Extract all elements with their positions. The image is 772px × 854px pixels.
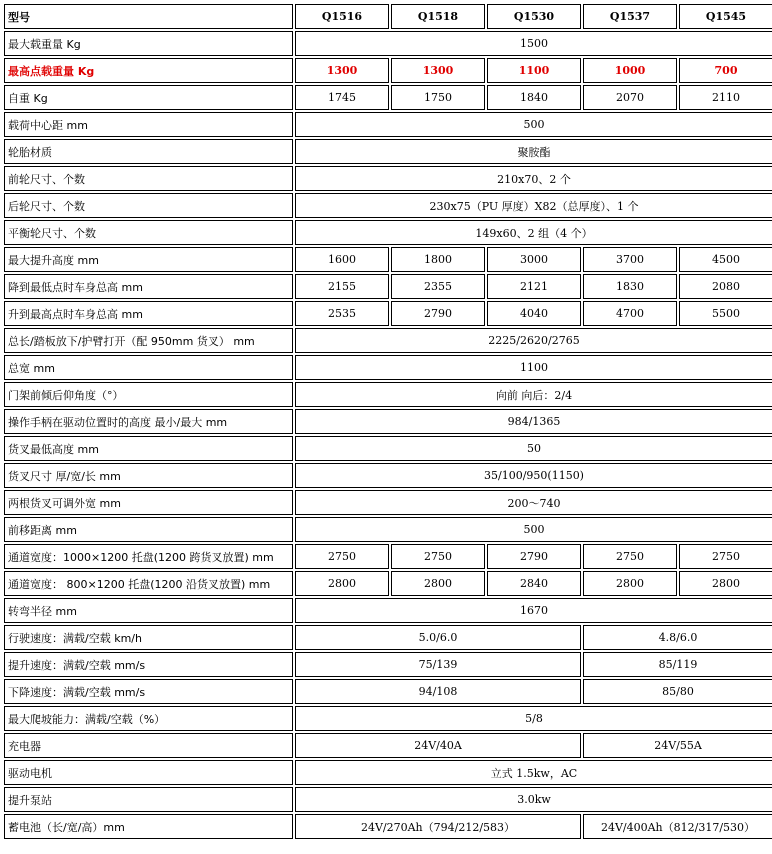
spec-row — [4, 490, 772, 515]
spec-value: 5/8 — [295, 706, 772, 731]
spec-row — [4, 166, 772, 191]
spec-value: 1100 — [487, 58, 581, 83]
spec-value: 500 — [295, 112, 772, 137]
spec-row — [4, 436, 772, 461]
spec-row — [4, 301, 772, 326]
model-header: Q1545 — [679, 4, 772, 29]
spec-label: 两根货叉可调外宽 mm — [4, 490, 293, 515]
spec-value: 1300 — [295, 58, 389, 83]
spec-value: 85/119 — [583, 652, 772, 677]
spec-value: 24V/400Ah（812/317/530） — [583, 814, 772, 839]
spec-value: 1100 — [295, 355, 772, 380]
spec-row — [4, 625, 772, 650]
spec-label: 通道宽度： 800×1200 托盘(1200 沿货叉放置) mm — [4, 571, 293, 596]
spec-value: 4700 — [583, 301, 677, 326]
spec-value: 聚胺酯 — [295, 139, 772, 164]
spec-row — [4, 58, 772, 83]
model-header: Q1516 — [295, 4, 389, 29]
spec-row — [4, 328, 772, 353]
spec-value: 984/1365 — [295, 409, 772, 434]
spec-row — [4, 706, 772, 731]
spec-value: 2790 — [391, 301, 485, 326]
spec-value: 1600 — [295, 247, 389, 272]
spec-value: 94/108 — [295, 679, 581, 704]
spec-label: 蓄电池（长/宽/高）mm — [4, 814, 293, 839]
spec-row — [4, 517, 772, 542]
spec-value: 2790 — [487, 544, 581, 569]
spec-value: 3.0kw — [295, 787, 772, 812]
spec-value: 5.0/6.0 — [295, 625, 581, 650]
spec-row — [4, 409, 772, 434]
spec-value: 2080 — [679, 274, 772, 299]
spec-label: 通道宽度：1000×1200 托盘(1200 跨货叉放置) mm — [4, 544, 293, 569]
spec-label: 充电器 — [4, 733, 293, 758]
model-header: Q1518 — [391, 4, 485, 29]
spec-value: 200～740 — [295, 490, 772, 515]
spec-label: 驱动电机 — [4, 760, 293, 785]
spec-value: 2750 — [391, 544, 485, 569]
spec-row — [4, 85, 772, 110]
spec-row — [4, 571, 772, 596]
spec-table-body — [4, 4, 772, 839]
spec-value: 2750 — [583, 544, 677, 569]
spec-label: 总宽 mm — [4, 355, 293, 380]
spec-value: 1500 — [295, 31, 772, 56]
spec-value: 149x60、2 组（4 个） — [295, 220, 772, 245]
spec-label: 转弯半径 mm — [4, 598, 293, 623]
spec-row — [4, 652, 772, 677]
spec-row — [4, 733, 772, 758]
spec-label: 自重 Kg — [4, 85, 293, 110]
spec-value: 向前 向后：2/4 — [295, 382, 772, 407]
spec-label: 总长/踏板放下/护臂打开（配 950mm 货叉） mm — [4, 328, 293, 353]
spec-row — [4, 193, 772, 218]
spec-label: 载荷中心距 mm — [4, 112, 293, 137]
spec-value: 2750 — [679, 544, 772, 569]
header-row — [4, 4, 772, 29]
spec-row — [4, 814, 772, 839]
spec-row — [4, 139, 772, 164]
spec-value: 2800 — [679, 571, 772, 596]
header-label: 型号 — [4, 4, 293, 29]
spec-label: 最大载重量 Kg — [4, 31, 293, 56]
spec-label: 货叉最低高度 mm — [4, 436, 293, 461]
spec-value: 2121 — [487, 274, 581, 299]
spec-row — [4, 544, 772, 569]
spec-row — [4, 760, 772, 785]
spec-value: 1300 — [391, 58, 485, 83]
spec-label: 平衡轮尺寸、个数 — [4, 220, 293, 245]
spec-value: 85/80 — [583, 679, 772, 704]
spec-label: 最大提升高度 mm — [4, 247, 293, 272]
spec-label: 操作手柄在驱动位置时的高度 最小/最大 mm — [4, 409, 293, 434]
spec-row — [4, 247, 772, 272]
spec-row — [4, 355, 772, 380]
spec-label: 最大爬坡能力：满载/空载（%） — [4, 706, 293, 731]
spec-value: 2155 — [295, 274, 389, 299]
spec-value: 3000 — [487, 247, 581, 272]
spec-value: 2840 — [487, 571, 581, 596]
spec-label: 前移距离 mm — [4, 517, 293, 542]
spec-value: 4500 — [679, 247, 772, 272]
spec-value: 210x70、2 个 — [295, 166, 772, 191]
spec-value: 50 — [295, 436, 772, 461]
spec-label: 提升泵站 — [4, 787, 293, 812]
spec-value: 24V/40A — [295, 733, 581, 758]
spec-label: 提升速度：满载/空载 mm/s — [4, 652, 293, 677]
spec-row — [4, 463, 772, 488]
spec-value: 2535 — [295, 301, 389, 326]
spec-value: 24V/55A — [583, 733, 772, 758]
spec-value: 1840 — [487, 85, 581, 110]
spec-label: 降到最低点时车身总高 mm — [4, 274, 293, 299]
spec-value: 2225/2620/2765 — [295, 328, 772, 353]
spec-value: 1745 — [295, 85, 389, 110]
model-header: Q1530 — [487, 4, 581, 29]
spec-row — [4, 679, 772, 704]
spec-value: 2355 — [391, 274, 485, 299]
spec-row — [4, 112, 772, 137]
spec-label: 轮胎材质 — [4, 139, 293, 164]
spec-value: 2070 — [583, 85, 677, 110]
spec-value: 1830 — [583, 274, 677, 299]
spec-label: 门架前倾后仰角度（°） — [4, 382, 293, 407]
spec-label: 行驶速度：满载/空载 km/h — [4, 625, 293, 650]
spec-value: 2800 — [583, 571, 677, 596]
spec-row — [4, 31, 772, 56]
spec-value: 5500 — [679, 301, 772, 326]
spec-value: 1750 — [391, 85, 485, 110]
spec-value: 立式 1.5kw，AC — [295, 760, 772, 785]
spec-label: 下降速度：满载/空载 mm/s — [4, 679, 293, 704]
spec-value: 2750 — [295, 544, 389, 569]
spec-value: 1670 — [295, 598, 772, 623]
spec-value: 700 — [679, 58, 772, 83]
spec-label: 前轮尺寸、个数 — [4, 166, 293, 191]
spec-value: 24V/270Ah（794/212/583） — [295, 814, 581, 839]
spec-value: 4040 — [487, 301, 581, 326]
spec-table — [2, 2, 772, 841]
spec-value: 1800 — [391, 247, 485, 272]
spec-value: 500 — [295, 517, 772, 542]
spec-value: 1000 — [583, 58, 677, 83]
spec-value: 230x75（PU 厚度）X82（总厚度）、1 个 — [295, 193, 772, 218]
spec-value: 2800 — [295, 571, 389, 596]
spec-row — [4, 598, 772, 623]
model-header: Q1537 — [583, 4, 677, 29]
spec-label: 货叉尺寸 厚/宽/长 mm — [4, 463, 293, 488]
spec-value: 2110 — [679, 85, 772, 110]
spec-row — [4, 274, 772, 299]
spec-row — [4, 220, 772, 245]
spec-value: 75/139 — [295, 652, 581, 677]
spec-label: 最高点载重量 Kg — [4, 58, 293, 83]
spec-label: 升到最高点时车身总高 mm — [4, 301, 293, 326]
spec-label: 后轮尺寸、个数 — [4, 193, 293, 218]
spec-value: 2800 — [391, 571, 485, 596]
spec-value: 4.8/6.0 — [583, 625, 772, 650]
spec-value: 3700 — [583, 247, 677, 272]
spec-row — [4, 787, 772, 812]
spec-row — [4, 382, 772, 407]
spec-value: 35/100/950(1150) — [295, 463, 772, 488]
